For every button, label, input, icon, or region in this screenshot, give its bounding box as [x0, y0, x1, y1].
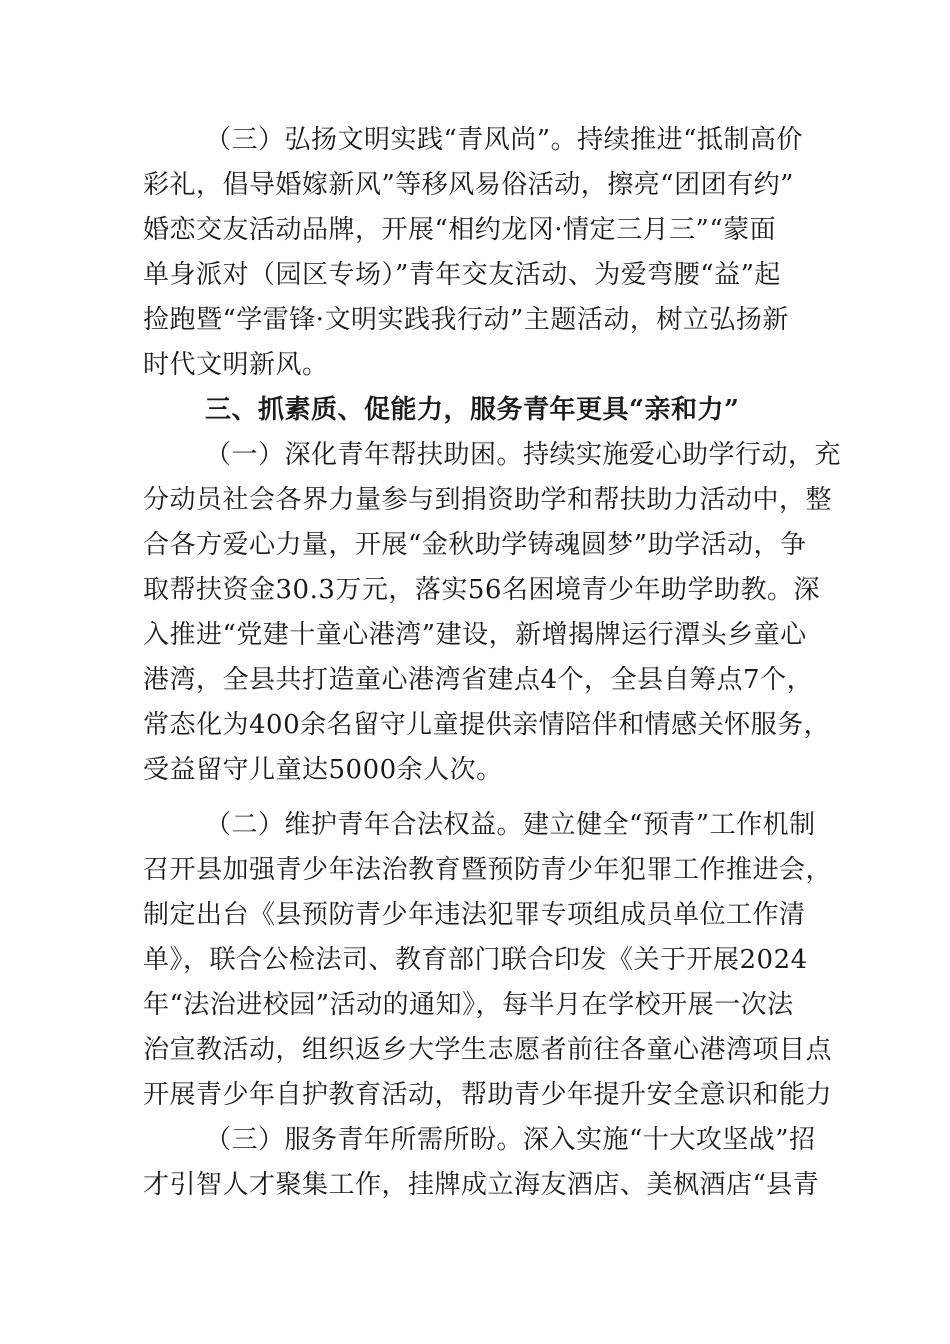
paragraph-4-line-1: （二）维护青年合法权益。建立健全“预青”工作机制: [205, 810, 816, 840]
section-heading: 三、抓素质、促能力，服务青年更具“亲和力”: [205, 395, 740, 425]
paragraph-3-line-4: 取帮扶资金30.3万元，落实56名困境青少年助学助教。深: [143, 575, 820, 605]
paragraph-5-line-1: （三）服务青年所需所盼。深入实施“十大攻坚战”招: [205, 1125, 816, 1155]
paragraph-4-line-5: 年“法治进校园”活动的通知》，每半月在学校开展一次法: [143, 990, 794, 1020]
paragraph-3-line-7: 常态化为400余名留守儿童提供亲情陪伴和情感关怀服务，: [143, 710, 831, 740]
paragraph-3-line-2: 分动员社会各界力量参与到捐资助学和帮扶助力活动中，整: [143, 485, 833, 515]
paragraph-4-line-2: 召开县加强青少年法治教育暨预防青少年犯罪工作推进会，: [143, 855, 833, 885]
paragraph-3-line-3: 合各方爱心力量，开展“金秋助学铸魂圆梦”助学活动，争: [143, 530, 807, 560]
paragraph-3-line-5: 入推进“党建十童心港湾”建设，新增揭牌运行潭头乡童心: [143, 620, 807, 650]
paragraph-3-line-8: 受益留守儿童达5000余人次。: [143, 755, 503, 785]
paragraph-4-line-4: 单》，联合公检法司、教育部门联合印发《关于开展2024: [143, 945, 808, 975]
paragraph-4-line-6: 治宣教活动，组织返乡大学生志愿者前往各童心港湾项目点: [143, 1035, 833, 1065]
paragraph-1-line-5: 捡跑暨“学雷锋·文明实践我行动”主题活动，树立弘扬新: [143, 305, 789, 335]
paragraph-3-line-1: （一）深化青年帮扶助困。持续实施爱心助学行动，充: [205, 440, 842, 470]
paragraph-1-line-3: 婚恋交友活动品牌，开展“相约龙冈·情定三月三”“蒙面: [143, 215, 777, 245]
paragraph-1-line-2: 彩礼，倡导婚嫁新风”等移风易俗活动，擦亮“团团有约”: [143, 170, 794, 200]
paragraph-5-line-2: 才引智人才聚集工作，挂牌成立海友酒店、美枫酒店“县青: [143, 1170, 820, 1200]
paragraph-4-line-7: 开展青少年自护教育活动，帮助青少年提升安全意识和能力: [143, 1080, 833, 1110]
paragraph-1-line-4: 单身派对（园区专场）”青年交友活动、为爱弯腰“益”起: [143, 260, 781, 290]
paragraph-3-line-6: 港湾，全县共打造童心港湾省建点4个，全县自筹点7个，: [143, 665, 814, 695]
paragraph-1-line-1: （三）弘扬文明实践“青风尚”。持续推进“抵制高价: [205, 125, 803, 155]
paragraph-1-line-6: 时代文明新风。: [143, 350, 329, 380]
paragraph-4-line-3: 制定出台《县预防青少年违法犯罪专项组成员单位工作清: [143, 900, 806, 930]
